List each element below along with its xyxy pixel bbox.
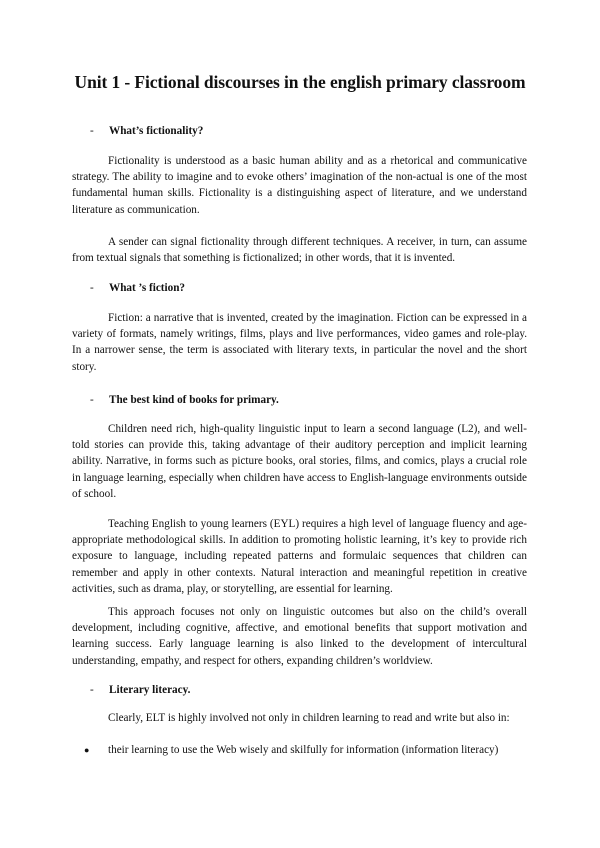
bullet-icon: ● [84, 745, 90, 755]
paragraph: This approach focuses not only on linguistic outcomes but also on the child’s overall development, including cognitive, affective, and emotional benefits that support motivation and learning success. Early language learning is also linked to the development of intercultural understanding, empathy, and respect for others, expanding children’s worldview. [72, 606, 527, 667]
heading-dash: - [90, 282, 94, 294]
section-heading-text: What’s fictionality? [109, 125, 204, 137]
heading-dash: - [90, 394, 94, 406]
list-item-text: their learning to use the Web wisely and skilfully for information (information literacy) [108, 744, 499, 756]
list-item [84, 742, 527, 758]
section-heading-fiction [90, 282, 185, 294]
paragraph: A sender can signal fictionality through different techniques. A receiver, in turn, can assume from textual signals that something is fictionalized; in other words, that it is invented. [72, 236, 527, 265]
section-heading-fictionality [90, 125, 203, 137]
heading-dash: - [90, 125, 94, 137]
section-heading-text: Literary literacy. [109, 684, 191, 696]
paragraph: Clearly, ELT is highly involved not only in children learning to read and write but also in: [108, 712, 510, 724]
heading-dash: - [90, 684, 94, 696]
paragraph: Fiction: a narrative that is invented, created by the imagination. Fiction can be expressed in a variety of formats, namely writings, films, plays and live performances, video games and role-play. In a narrower sense, the term is associated with literary texts, in particular the novel and the short story. [72, 312, 527, 373]
section-heading-text: What ’s fiction? [109, 282, 186, 294]
paragraph: Fictionality is understood as a basic human ability and as a rhetorical and communicative strategy. The ability to imagine and to evoke others’ imagination of the non-actual is one of the most fundamental human skills. Fictionality is a distinguishing aspect of literature, and we understand literature as communication. [72, 155, 527, 216]
paragraph: Children need rich, high-quality linguistic input to learn a second language (L2), and well-told stories can provide this, taking advantage of their auditory perception and implicit learning ability. Narrative, in forms such as picture books, oral stories, films, and comics, plays a crucial role in language learning, especially when children have access to English-language environments outside of school. [72, 423, 527, 500]
section-heading-literary-literacy [90, 684, 190, 696]
page-title: Unit 1 - Fictional discourses in the english primary classroom [74, 72, 526, 92]
section-heading-text: The best kind of books for primary. [109, 394, 279, 406]
section-heading-best-books [90, 394, 279, 406]
paragraph: Teaching English to young learners (EYL) requires a high level of language fluency and age-appropriate methodological skills. In addition to promoting holistic learning, it’s key to provide rich exposure to language, including repeated patterns and formulaic sequences that children can remember and apply in other contexts. Natural interaction and meaningful repetition in creative activities, such as drama, play, or storytelling, are essential for learning. [72, 518, 527, 595]
